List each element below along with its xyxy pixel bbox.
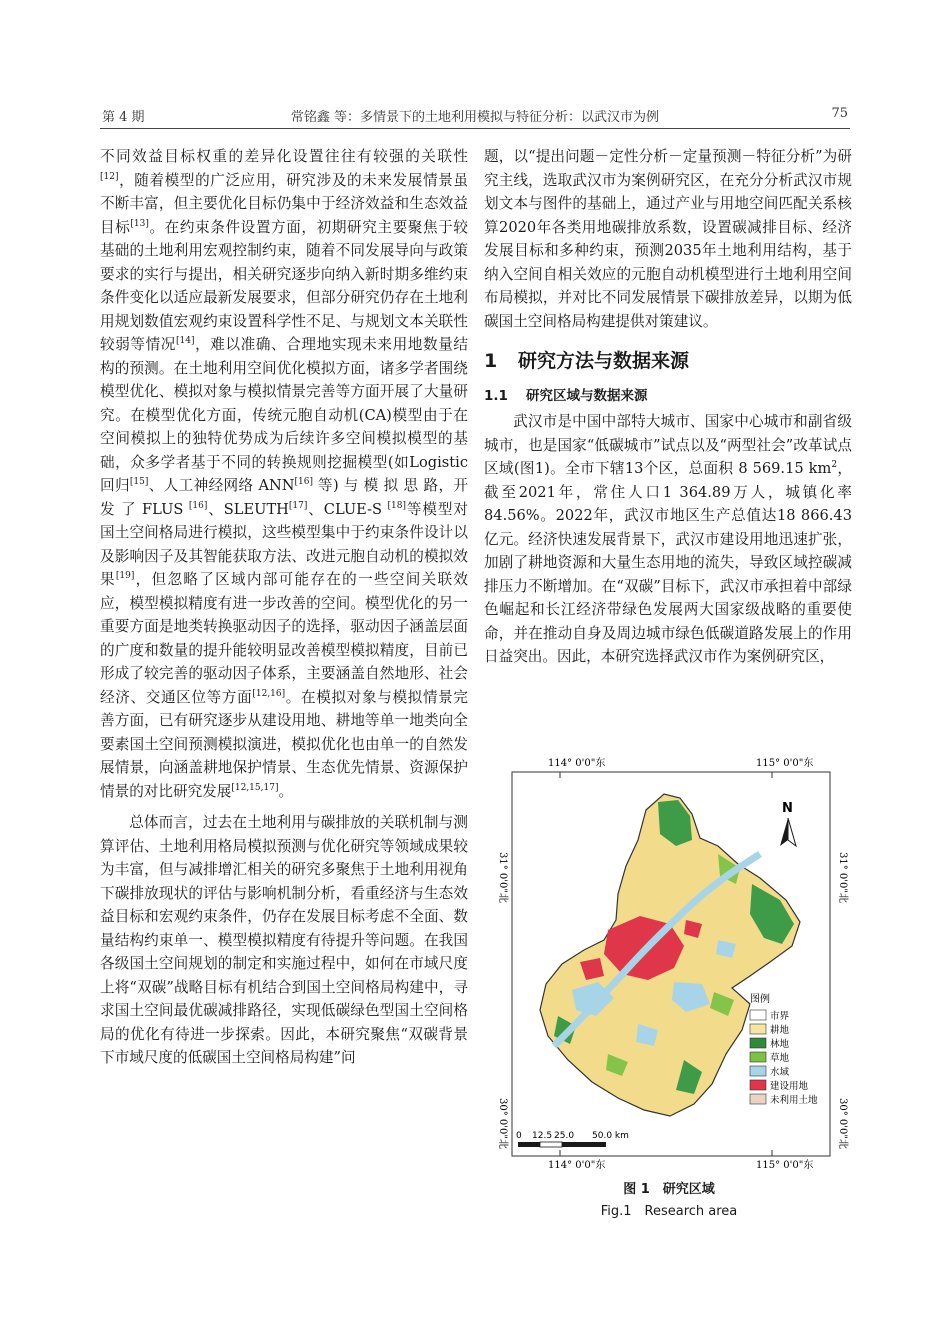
citation: [16] <box>294 477 314 488</box>
scale-tick-1: 12.5 <box>532 1131 553 1141</box>
citation: [12,15,17] <box>231 782 279 793</box>
legend-swatch <box>750 1038 766 1048</box>
citation: [12] <box>100 171 119 182</box>
text-run: 、CLUE-S <box>307 500 388 518</box>
scale-segment <box>562 1142 606 1147</box>
scale-tick-3: 50.0 km <box>592 1131 629 1141</box>
coord-top-right: 115° 0'0"东 <box>756 758 814 769</box>
legend-swatch <box>750 1010 766 1020</box>
text-run: ，难以准确、合理地实现未来用地数量结构的预测。在土地利用空间优化模拟方面，诸多学者围绕模型优化、模拟对象与模拟情景完善等方面开展了大量研究。在模型优化方面，传统元胞自动机(CA)模型由于在空间模拟上的独特优势成为后续许多空间模拟模型的基础，众多学者基于不同的转换规则挖掘模型(如Logistic 回归 <box>100 336 468 494</box>
page-number: 75 <box>831 106 848 121</box>
superscript: 2 <box>831 460 838 471</box>
running-header <box>100 106 850 128</box>
paragraph-continued <box>100 145 468 803</box>
subsection-number: 1.1 <box>484 388 508 404</box>
citation: [13] <box>130 218 149 229</box>
coord-top-left: 114° 0'0"东 <box>548 758 606 769</box>
citation: [16] <box>188 500 208 511</box>
legend-label: 林地 <box>770 1039 790 1050</box>
text-run: ，随着模型的广泛应用，研究涉及的未来发展情景虽不断丰富，但主要优化目标仍集中于经济效益和生态效益目标 <box>100 171 468 236</box>
running-title: 常铭鑫 等：多情景下的土地利用模拟与特征分析：以武汉市为例 <box>290 110 660 125</box>
coord-left-top: 31° 0'0"北 <box>497 852 508 903</box>
legend-title: 图例 <box>750 994 770 1005</box>
legend-swatch <box>750 1024 766 1034</box>
text-run: 等) 与 模 拟 思 路，开 发 了 FLUS <box>100 477 469 518</box>
text-run: 、SLEUTH <box>207 500 289 518</box>
text-run: 。在模拟对象与模拟情景完善方面，已有研究逐步从建设用地、耕地等单一地类向全要素国土空间预测模拟演进，模拟优化也由单一的自然发展情景，向涵盖耕地保护情景、生态优先情景、资源保护情景的对比研究发展 <box>100 688 468 800</box>
paragraph-study-area <box>484 410 852 669</box>
issue-number: 第 4 期 <box>102 110 145 125</box>
section-heading <box>484 347 852 375</box>
subsection-title: 研究区域与数据来源 <box>526 388 648 404</box>
citation: [19] <box>115 571 135 582</box>
scale-segment <box>518 1142 540 1147</box>
legend-label: 市界 <box>770 1011 790 1022</box>
legend-swatch <box>750 1080 766 1090</box>
legend-swatch <box>750 1052 766 1062</box>
scale-tick-2: 25.0 <box>554 1131 575 1141</box>
paragraph-summary: 总体而言，过去在土地利用与碳排放的关联机制与测算评估、土地利用格局模拟预测与优化研究等领域成果较为丰富，但与减排增汇相关的研究多聚焦于土地利用视角下碳排放现状的评估与影响机制分析，看重经济与生态效益目标和宏观约束条件，仍存在发展目标考虑不全面、数量结构约束单一、模型模拟精度有待提升等问题。在我国各级国土空间规划的制定和实施过程中，如何在市域尺度上将“双碳”战略目标有机结合到国土空间格局构建中，寻求国土空间最优碳减排路径，实现低碳绿色型国土空间格局的优化有待进一步探索。因此，本研究聚焦“双碳背景下市域尺度的低碳国土空间格局构建”问 <box>100 814 468 1066</box>
coord-right-bottom: 30° 0'0"北 <box>837 1098 848 1149</box>
text-run: 武汉市是中国中部特大城市、国家中心城市和副省级城市，也是国家“低碳城市”试点以及“两型社会”改革试点区域(图1)。全市下辖13个区，总面积 8 569.15 km <box>484 413 852 477</box>
citation: [12,16] <box>252 688 286 699</box>
text-run: 。 <box>278 782 294 800</box>
coord-right-top: 31° 0'0"北 <box>837 852 848 903</box>
text-run: ，截至2021年，常住人口1 364.89万人，城镇化率84.56%。2022年，武汉市地区生产总值达18 866.43亿元。经济快速发展背景下，武汉市建设用地迅速扩张，加剧了耕地资源和大量生态用地的流失，导致区域控碳减排压力不断增加。在“双碳”目标下，武汉市承担着中部绿色崛起和长江经济带绿色发展两大国家级战略的重要使命，并在推动自身及周边城市绿色低碳道路发展上的作用日益突出。因此，本研究选择武汉市作为案例研究区， <box>484 460 852 665</box>
scale-tick-0: 0 <box>516 1131 522 1141</box>
legend-label: 未利用土地 <box>770 1095 818 1106</box>
citation: [18] <box>387 500 407 511</box>
legend-label: 建设用地 <box>770 1081 809 1092</box>
text-run: 等模型对国土空间格局进行模拟，这些模型集中于约束条件设计以及影响因子及其智能获取方法、改进元胞自动机的模拟效果 <box>100 500 468 588</box>
north-label: N <box>782 801 793 816</box>
scale-segment <box>540 1142 562 1147</box>
text-run: 、人工神经网络 ANN <box>148 477 295 494</box>
citation: [17] <box>288 500 308 511</box>
coord-bottom-left: 114° 0'0"东 <box>548 1160 606 1171</box>
text-run: 。在约束条件设置方面，初期研究主要聚焦于较基础的土地利用宏观控制约束，随着不同发展导向与政策要求的实行与提出，相关研究逐步向纳入新时期多维约束条件变化以适应最新发展要求，但部分研究仍存在土地利用规划数值宏观约束设置科学性不足、与规划文本关联性较弱等情况 <box>100 218 468 353</box>
left-column <box>100 145 468 1070</box>
legend-label: 草地 <box>770 1053 790 1064</box>
citation: [14] <box>175 336 195 347</box>
figure-caption-en: Fig.1 Research area <box>600 1204 738 1219</box>
coord-bottom-right: 115° 0'0"东 <box>756 1160 814 1171</box>
paragraph-continued: 题，以“提出问题－定性分析－定量预测－特征分析”为研究主线，选取武汉市为案例研究区，在充分分析武汉市规划文本与图件的基础上，通过产业与用地空间匹配关系核算2020年各类用地碳排放系数，设置碳减排目标、经济发展目标和多种约束，预测2035年土地利用结构，基于纳入空间自相关效应的元胞自动机模型进行土地利用空间布局模拟，并对比不同发展情景下碳排放差异，以期为低碳国土空间格局构建提供对策建议。 <box>484 148 852 330</box>
study-area-map <box>488 754 850 1174</box>
legend-label: 水域 <box>770 1067 790 1078</box>
coord-left-bottom: 30° 0'0"北 <box>497 1098 508 1149</box>
legend-swatch <box>750 1066 766 1076</box>
header-rule <box>100 128 850 129</box>
text-run: ，但忽略了区域内部可能存在的一些空间关联效应，模型模拟精度有进一步改善的空间。模型优化的另一重要方面是地类转换驱动因子的选择，驱动因子涵盖层面的广度和数量的提升能较明显改善模型模拟精度，目前已形成了较完善的驱动因子体系，主要涵盖自然地形、社会经济、交通区位等方面 <box>100 571 468 706</box>
subsection-heading <box>484 385 852 408</box>
study-area-map-figure <box>488 754 850 1174</box>
legend-swatch <box>750 1094 766 1104</box>
section-title: 研究方法与数据来源 <box>518 350 690 372</box>
right-column <box>484 145 852 669</box>
figure-caption-cn: 图 1 研究区域 <box>623 1182 715 1197</box>
section-number: 1 <box>484 350 498 372</box>
text-run: 不同效益目标权重的差异化设置往往有较强的关联性 <box>100 148 468 165</box>
citation: [15] <box>129 477 149 488</box>
legend-label: 耕地 <box>770 1025 790 1036</box>
